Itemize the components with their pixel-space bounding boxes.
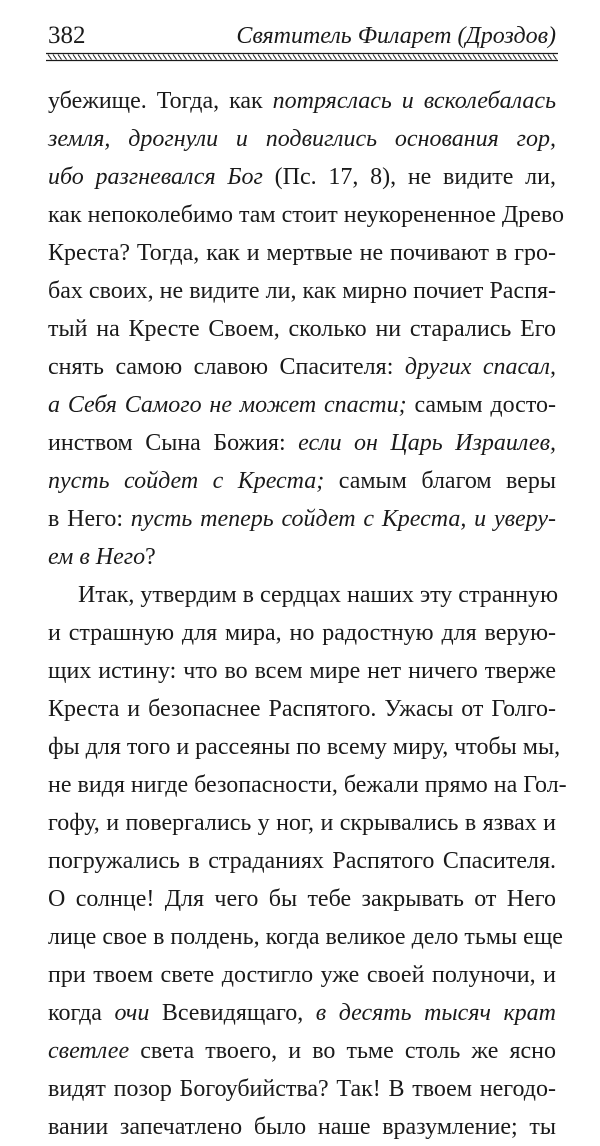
ornament-link: [403, 55, 407, 60]
ornament-link: [393, 55, 397, 60]
text-run: вании запечатлено было наше вразумление; ты: [48, 1114, 556, 1140]
ornament-link: [473, 55, 477, 60]
ornament-link: [488, 55, 492, 60]
ornament-link: [93, 55, 97, 60]
ornament-link: [338, 55, 342, 60]
ornament-link: [483, 55, 487, 60]
text-run: как непоколебимо там стоит неукорененное Древо: [48, 202, 565, 228]
text-run: тый на Кресте Своем, сколько ни старались Его: [48, 316, 556, 342]
italic-run: потряслась и всколебалась: [272, 88, 557, 114]
text-line: [48, 804, 556, 842]
italic-run: в десять тысяч крат: [315, 1000, 557, 1026]
ornament-link: [293, 55, 297, 60]
ornament-link: [378, 55, 382, 60]
ornament-link: [288, 55, 292, 60]
ornament-link: [533, 55, 537, 60]
italic-run: а Себя Самого не может спасти;: [48, 392, 407, 418]
ornament-link: [203, 55, 207, 60]
text-run: Креста и безопаснее Распятого. Ужасы от Голго-: [48, 696, 556, 722]
text-line: [48, 842, 556, 880]
ornament-link: [163, 55, 167, 60]
ornament-link: [478, 55, 482, 60]
page-header: [48, 14, 556, 48]
text-run: самым благом веры: [324, 468, 556, 494]
ornament-link: [263, 55, 267, 60]
ornament-link: [168, 55, 172, 60]
text-line: [48, 652, 556, 690]
ornament-link: [318, 55, 322, 60]
text-run: Всевидящаго,: [149, 1000, 316, 1026]
ornament-link: [518, 55, 522, 60]
ornament-link: [198, 55, 202, 60]
ornament-link: [358, 55, 362, 60]
ornament-link: [88, 55, 92, 60]
ornament-link: [448, 55, 452, 60]
text-run: гофу, и повергались у ног, и скрывались в язвах и: [48, 810, 556, 836]
ornament-link: [398, 55, 402, 60]
ornament-link: [343, 55, 347, 60]
text-run: инством Сына Божия:: [48, 430, 299, 456]
ornament-link: [208, 55, 212, 60]
italic-run: пусть теперь сойдет с Креста, и уверу-: [130, 506, 556, 532]
text-line: [48, 538, 556, 576]
text-run: О солнце! Для чего бы тебе закрывать от Него: [48, 886, 556, 912]
ornament-link: [138, 55, 142, 60]
text-line: [48, 1032, 556, 1070]
ornament-link: [368, 55, 372, 60]
text-line: [48, 424, 556, 462]
ornament-link: [408, 55, 412, 60]
text-line: [48, 462, 556, 500]
ornament-link: [443, 55, 447, 60]
ornament-link: [48, 55, 52, 60]
ornament-link: [228, 55, 232, 60]
text-line: [48, 348, 556, 386]
ornament-link: [258, 55, 262, 60]
ornament-link: [253, 55, 257, 60]
text-run: Итак, утвердим в сердцах наших эту странную: [78, 582, 558, 608]
text-line: [48, 234, 556, 272]
ornament-link: [433, 55, 437, 60]
ornament-link: [233, 55, 237, 60]
ornament-link: [153, 55, 157, 60]
text-run: бах своих, не видите ли, как мирно почиет Распя-: [48, 278, 556, 304]
ornament-link: [283, 55, 287, 60]
ornament-link: [423, 55, 427, 60]
ornament-link: [178, 55, 182, 60]
ornament-link: [278, 55, 282, 60]
ornament-link: [308, 55, 312, 60]
ornament-link: [303, 55, 307, 60]
text-run: при твоем свете достигло уже своей полуночи, и: [48, 962, 556, 988]
ornament-link: [348, 55, 352, 60]
italic-run: ибо разгневался Бог: [48, 164, 263, 190]
text-line: [48, 766, 567, 804]
text-line: [48, 272, 556, 310]
text-run: (Пс. 17, 8), не видите ли,: [262, 164, 556, 190]
ornament-link: [238, 55, 242, 60]
page-number: 382: [48, 22, 86, 49]
ornament-link: [98, 55, 102, 60]
text-line: [48, 994, 556, 1032]
text-run: видят позор Богоубийства? Так! В твоем негодо-: [48, 1076, 556, 1102]
italic-run: ем в Него: [48, 544, 146, 570]
ornament-link: [528, 55, 532, 60]
ornament-link: [193, 55, 197, 60]
ornament-link: [363, 55, 367, 60]
italic-run: других спасал,: [404, 354, 557, 380]
ornament-link: [313, 55, 317, 60]
ornament-link: [183, 55, 187, 60]
ornament-link: [418, 55, 422, 60]
text-run: света твоего, и во тьме столь же ясно: [129, 1038, 556, 1064]
text-run: щих истину: что во всем мире нет ничего тверже: [48, 658, 556, 684]
ornament-link: [213, 55, 217, 60]
ornament-link: [468, 55, 472, 60]
ornament-link: [188, 55, 192, 60]
text-line: [48, 690, 556, 728]
ornament-link: [218, 55, 222, 60]
ornament-link: [63, 55, 67, 60]
text-line: [48, 120, 556, 158]
ornament-link: [58, 55, 62, 60]
ornament-link: [428, 55, 432, 60]
ornament-link: [68, 55, 72, 60]
ornament-link: [83, 55, 87, 60]
ornament-link: [173, 55, 177, 60]
text-line: [48, 1070, 556, 1108]
text-run: Креста? Тогда, как и мертвые не почивают в гро-: [48, 240, 556, 266]
ornament-link: [78, 55, 82, 60]
ornament-link: [298, 55, 302, 60]
body-text: [48, 82, 567, 1146]
ornament-link: [458, 55, 462, 60]
ornament-link: [373, 55, 377, 60]
ornament-link: [333, 55, 337, 60]
ornament-link: [543, 55, 547, 60]
ornament-link: [438, 55, 442, 60]
italic-run: земля, дрогнули и подвиглись основания гор,: [48, 126, 556, 152]
ornament-link: [243, 55, 247, 60]
text-line: [48, 1108, 556, 1146]
text-line: [48, 82, 556, 120]
text-run: самым досто-: [406, 392, 556, 418]
ornament-link: [503, 55, 507, 60]
ornament-link: [223, 55, 227, 60]
text-run: и страшную для мира, но радостную для верую-: [48, 620, 556, 646]
text-line: [48, 576, 556, 614]
text-run: погружались в страданиях Распятого Спасителя.: [48, 848, 556, 874]
italic-run: если он Царь Израилев,: [298, 430, 556, 456]
ornament-link: [493, 55, 497, 60]
text-line: [48, 386, 556, 424]
ornament-link: [53, 55, 57, 60]
italic-run: светлее: [48, 1038, 130, 1064]
ornament-link: [323, 55, 327, 60]
ornament-link: [523, 55, 527, 60]
ornament-link: [413, 55, 417, 60]
text-line: [48, 956, 556, 994]
ornament-link: [353, 55, 357, 60]
ornament-link: [103, 55, 107, 60]
text-line: [48, 158, 556, 196]
ornament-link: [513, 55, 517, 60]
ornament-link: [108, 55, 112, 60]
ornament-link: [388, 55, 392, 60]
text-line: [48, 728, 561, 766]
ornament-link: [133, 55, 137, 60]
ornament-link: [538, 55, 542, 60]
text-run: фы для того и рассеяны по всему миру, чтобы мы,: [48, 734, 561, 760]
text-run: в Него:: [48, 506, 131, 532]
text-line: [48, 196, 565, 234]
ornament-link: [158, 55, 162, 60]
ornament-link: [453, 55, 457, 60]
ornament-link: [113, 55, 117, 60]
ornament-link: [463, 55, 467, 60]
ornament-link: [128, 55, 132, 60]
text-line: [48, 310, 556, 348]
text-run: не видя нигде безопасности, бежали прямо на Гол-: [48, 772, 567, 798]
italic-run: пусть сойдет с Креста;: [48, 468, 325, 494]
text-run: убежище. Тогда, как: [48, 88, 273, 114]
text-line: [48, 918, 563, 956]
ornament-link: [73, 55, 77, 60]
ornament-link: [148, 55, 152, 60]
ornament-link: [248, 55, 252, 60]
ornament-link: [268, 55, 272, 60]
text-run: ?: [145, 544, 156, 570]
running-title: Святитель Филарет (Дроздов): [236, 23, 556, 49]
ornament-link: [508, 55, 512, 60]
text-run: снять самою славою Спасителя:: [48, 354, 405, 380]
italic-run: очи: [114, 1000, 150, 1026]
text-run: лице свое в полдень, когда великое дело тьмы еще: [48, 924, 563, 950]
header-rule-ornament: [46, 52, 558, 62]
text-run: когда: [48, 1000, 115, 1026]
text-line: [48, 880, 556, 918]
ornament-link: [328, 55, 332, 60]
text-line: [48, 500, 556, 538]
ornament-link: [498, 55, 502, 60]
ornament-link: [548, 55, 552, 60]
ornament-link: [383, 55, 387, 60]
text-line: [48, 614, 556, 652]
ornament-link: [118, 55, 122, 60]
ornament-link: [553, 55, 557, 60]
ornament-link: [143, 55, 147, 60]
ornament-link: [273, 55, 277, 60]
ornament-link: [123, 55, 127, 60]
